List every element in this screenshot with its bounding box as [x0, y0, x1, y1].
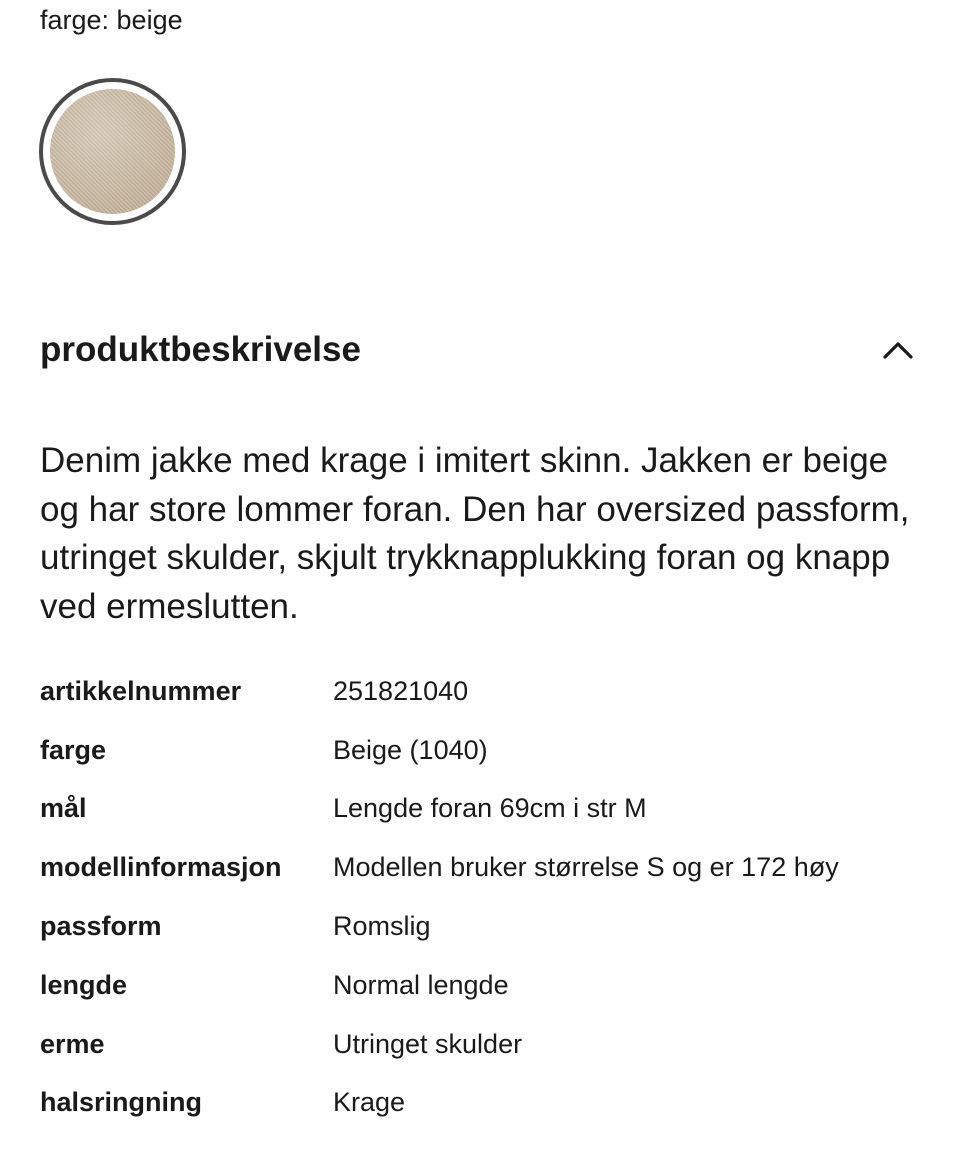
spec-value: 251821040	[333, 675, 469, 706]
color-swatch-beige[interactable]	[39, 78, 186, 225]
spec-value: Krage	[333, 1087, 406, 1118]
spec-row	[40, 838, 940, 897]
product-specs-table	[40, 662, 940, 1132]
spec-value: Modellen bruker størrelse S og er 172 høy	[333, 852, 839, 883]
spec-row	[40, 662, 940, 721]
spec-value: Normal lengde	[333, 969, 509, 1000]
spec-row	[40, 956, 940, 1015]
spec-key: mål	[40, 793, 87, 824]
section-title: produktbeskrivelse	[40, 330, 361, 369]
chevron-up-icon[interactable]	[878, 330, 918, 370]
spec-value: Beige (1040)	[333, 734, 488, 765]
spec-row	[40, 721, 940, 780]
spec-key: artikkelnummer	[40, 675, 242, 706]
product-description-toggle[interactable]	[40, 322, 920, 378]
spec-key: passform	[40, 911, 162, 942]
spec-row	[40, 897, 940, 956]
spec-value: Romslig	[333, 911, 431, 942]
swatch-fabric-image	[50, 89, 175, 214]
spec-value: Lengde foran 69cm i str M	[333, 793, 647, 824]
spec-key: farge	[40, 734, 107, 765]
spec-value: Utringet skulder	[333, 1028, 523, 1059]
spec-row	[40, 780, 940, 839]
spec-key: lengde	[40, 969, 128, 1000]
spec-row	[40, 1015, 940, 1074]
spec-key: modellinformasjon	[40, 852, 282, 883]
color-label: farge: beige	[40, 5, 183, 35]
product-description-text: Denim jakke med krage i imitert skinn. Jakken er beige og har store lommer foran. Den har oversized passform, utringet skulder, skjult trykknapplukking foran og knapp ved ermeslutten.	[40, 441, 910, 626]
spec-row	[40, 1074, 940, 1133]
spec-key: erme	[40, 1028, 105, 1059]
spec-key: halsringning	[40, 1087, 202, 1118]
